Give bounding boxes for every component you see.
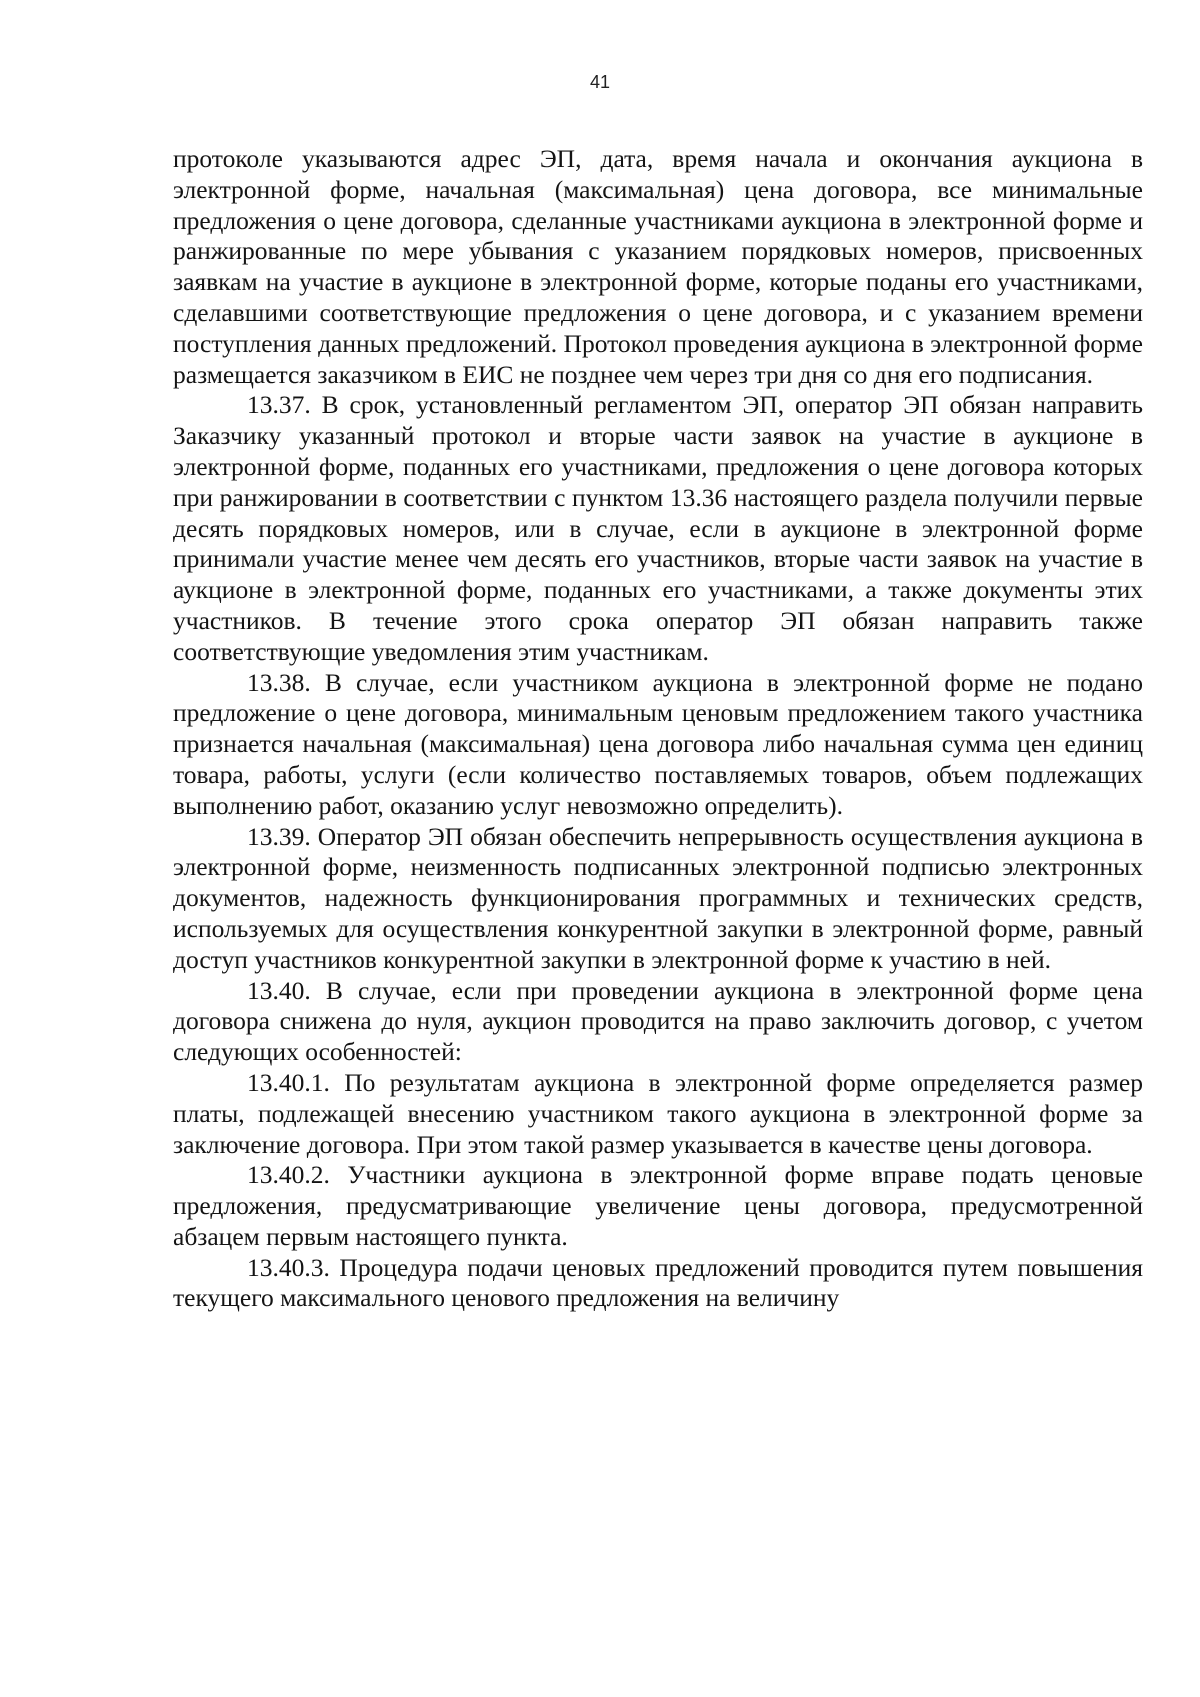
page-number: 41 — [589, 72, 611, 92]
paragraph-13-38: 13.38. В случае, если участником аукциона в электронной форме не подано предложение о цене договора, минимальным ценовым предложением такого участника признается начальная (максимальная) цена договора либо начальная сумма цен единиц товара, работы, услуги (если количество поставляемых товаров, объем подлежащих выполнению работ, оказанию услуг невозможно определить). — [173, 667, 1143, 820]
paragraph-13-37: 13.37. В срок, установленный регламентом ЭП, оператор ЭП обязан направить Заказчику указанный протокол и вторые части заявок на участие в аукционе в электронной форме, поданных его участниками, предложения о цене договора которых при ранжировании в соответствии с пунктом 13.36 настоящего раздела получили первые десять порядковых номеров, или в случае, если в аукционе в электронной форме принимали участие менее чем десять его участников, вторые части заявок на участие в аукционе в электронной форме, поданных его участниками, а также документы этих участников. В течение этого срока оператор ЭП обязан направить также соответствующие уведомления этим участникам. — [173, 390, 1143, 666]
paragraph-13-40-2: 13.40.2. Участники аукциона в электронной форме вправе подать ценовые предложения, предусматривающие увеличение цены договора, предусмотренной абзацем первым настоящего пункта. — [173, 1160, 1143, 1251]
paragraph-13-39: 13.39. Оператор ЭП обязан обеспечить непрерывность осуществления аукциона в электронной форме, неизменность подписанных электронной подписью электронных документов, надежность функционирования программных и технических средств, используемых для осуществления конкурентной закупки в электронной форме, равный доступ участников конкурентной закупки в электронной форме к участию в ней. — [173, 821, 1143, 974]
paragraph-13-40-3: 13.40.3. Процедура подачи ценовых предложений проводится путем повышения текущего максимального ценового предложения на величину — [173, 1252, 1143, 1313]
paragraph-13-40-1: 13.40.1. По результатам аукциона в электронной форме определяется размер платы, подлежащей внесению участником такого аукциона в электронной форме за заключение договора. При этом такой размер указывается в качестве цены договора. — [173, 1067, 1143, 1159]
paragraph-continuation: протоколе указываются адрес ЭП, дата, время начала и окончания аукциона в электронной форме, начальная (максимальная) цена договора, все минимальные предложения о цене договора, сделанные участниками аукциона в электронной форме и ранжированные по мере убывания с указанием порядковых номеров, присвоенных заявкам на участие в аукционе в электронной форме, которые поданы его участниками, сделавшими соответствующие предложения о цене договора, и с указанием времени поступления данных предложений. Протокол проведения аукциона в электронной форме размещается заказчиком в ЕИС не позднее чем через три дня со дня его подписания. — [173, 144, 1143, 389]
paragraph-13-40: 13.40. В случае, если при проведении аукциона в электронной форме цена договора снижена до нуля, аукцион проводится на право заключить договор, с учетом следующих особенностей: — [173, 975, 1143, 1067]
document-body — [173, 144, 1143, 1314]
